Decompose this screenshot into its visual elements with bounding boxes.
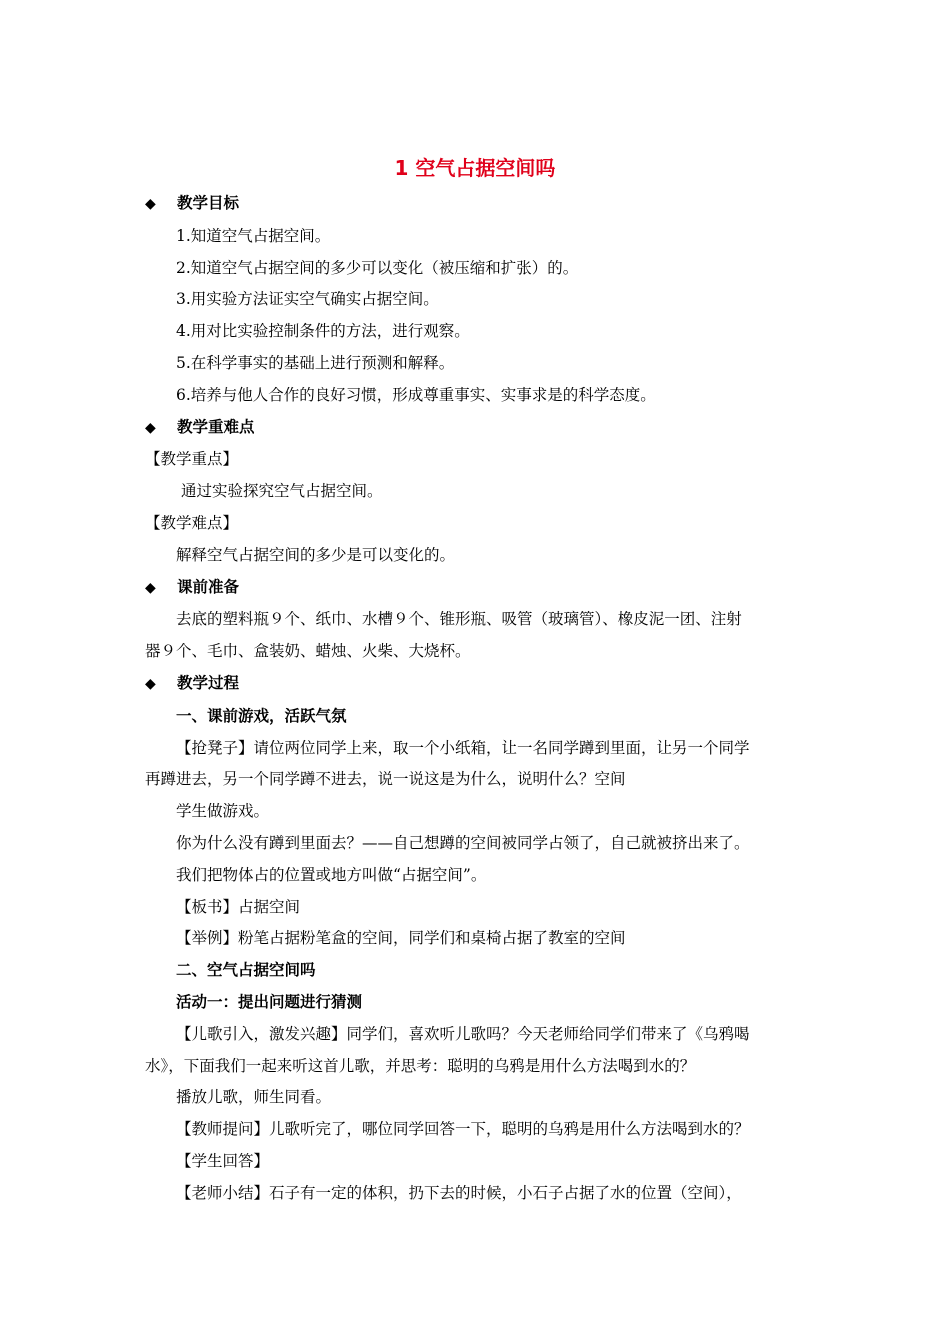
diamond-bullet-icon: ◆	[145, 579, 156, 596]
section-heading-process: ◆ 教学过程	[145, 668, 805, 701]
diamond-bullet-icon: ◆	[145, 675, 156, 692]
difficulty-label: 【教学难点】	[145, 513, 239, 532]
diamond-bullet-icon: ◆	[145, 196, 156, 212]
paragraph-line: 再蹲进去，另一个同学蹲不进去，说一说这是为什么，说明什么？空间	[145, 770, 626, 789]
goal-item: 2.知道空气占据空间的多少可以变化（被压缩和扩张）的。	[176, 258, 579, 277]
activity1-heading: 活动一：提出问题进行猜测	[176, 992, 363, 1011]
preparation-text-line: 器９个、毛巾、盒装奶、蜡烛、火柴、大烧杯。	[145, 642, 471, 661]
goal-item: 1.知道空气占据空间。	[176, 226, 331, 245]
key-point-label: 【教学重点】	[145, 450, 239, 469]
paragraph-line: 【举例】粉笔占据粉笔盒的空间，同学们和桌椅占据了教室的空间	[176, 929, 626, 948]
difficulty-text: 解释空气占据空间的多少是可以变化的。	[176, 545, 456, 564]
document-body	[145, 188, 805, 1210]
section-heading-key-points: ◆ 教学重难点	[145, 412, 805, 445]
goal-item: 4.用对比实验控制条件的方法，进行观察。	[176, 322, 470, 341]
goal-item: 3.用实验方法证实空气确实占据空间。	[176, 290, 439, 309]
paragraph-line: 【板书】占据空间	[176, 897, 301, 916]
paragraph-line: 播放儿歌，师生同看。	[176, 1088, 332, 1107]
key-point-text: 通过实验探究空气占据空间。	[181, 482, 383, 501]
part2-heading: 二、空气占据空间吗	[176, 961, 316, 980]
paragraph-line: 【抢凳子】请位两位同学上来，取一个小纸箱，让一名同学蹲到里面，让另一个同学	[176, 738, 750, 757]
diamond-bullet-icon: ◆	[145, 419, 156, 436]
paragraph-line: 我们把物体占的位置或地方叫做“占据空间”。	[176, 865, 487, 884]
paragraph-line: 【学生回答】	[176, 1151, 270, 1170]
paragraph-line: 【儿歌引入，激发兴趣】同学们，喜欢听儿歌吗？今天老师给同学们带来了《乌鸦喝	[176, 1024, 750, 1043]
paragraph-line: 你为什么没有蹲到里面去？——自己想蹲的空间被同学占领了，自己就被挤出来了。	[176, 833, 750, 852]
goal-item: 6.培养与他人合作的良好习惯，形成尊重事实、实事求是的科学态度。	[176, 385, 656, 404]
section-heading-goals: ◆ 教学目标	[145, 188, 805, 221]
paragraph-line: 学生做游戏。	[176, 802, 270, 821]
part1-heading: 一、课前游戏，活跃气氛	[176, 706, 347, 725]
section-heading-preparation: ◆ 课前准备	[145, 572, 805, 605]
goal-item: 5.在科学事实的基础上进行预测和解释。	[176, 353, 455, 372]
paragraph-line: 【教师提问】儿歌听完了，哪位同学回答一下，聪明的乌鸦是用什么方法喝到水的？	[176, 1120, 750, 1139]
document-title: 1 空气占据空间吗	[394, 156, 556, 180]
paragraph-line: 【老师小结】石子有一定的体积，扔下去的时候，小石子占据了水的位置（空间），	[176, 1183, 742, 1202]
paragraph-line: 水》，下面我们一起来听这首儿歌，并思考：聪明的乌鸦是用什么方法喝到水的？	[145, 1056, 696, 1075]
preparation-text-line: 去底的塑料瓶９个、纸巾、水槽９个、锥形瓶、吸管（玻璃管）、橡皮泥一团、注射	[176, 610, 742, 629]
